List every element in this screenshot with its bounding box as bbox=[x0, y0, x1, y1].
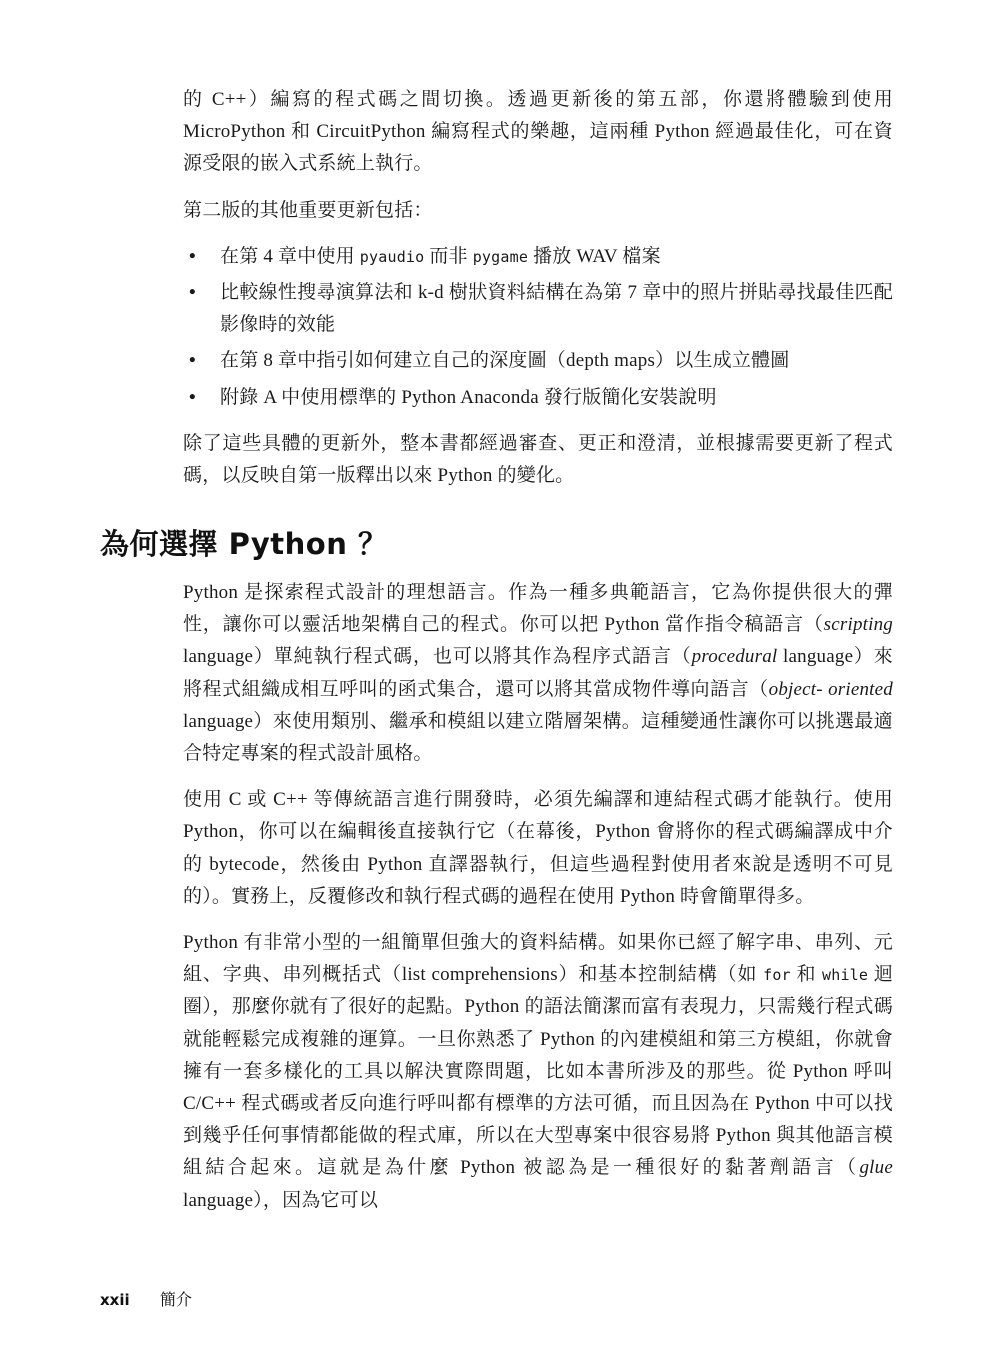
chapter-title: 簡介 bbox=[159, 1290, 192, 1309]
bullet-text: 附錄 A 中使用標準的 Python Anaconda 發行版簡化安裝說明 bbox=[220, 386, 717, 408]
paragraph-text: 和 bbox=[790, 964, 822, 986]
paragraph-text: language）來使用類別、繼承和模組以建立階層架構。這種變通性讓你可以挑選最適合特定專案的程式設計風格。 bbox=[183, 710, 893, 765]
paragraph-updates-summary bbox=[183, 428, 893, 492]
paragraph-data-structures bbox=[183, 927, 893, 1217]
page-number: xxii bbox=[100, 1291, 130, 1309]
code-term: for bbox=[763, 966, 791, 985]
bullet-text: 比較線性搜尋演算法和 k-d 樹狀資料結構在為第 7 章中的照片拼貼尋找最佳匹配影像時的效能 bbox=[220, 282, 893, 336]
italic-term: glue bbox=[859, 1157, 893, 1179]
paragraph-updates-intro bbox=[183, 195, 893, 227]
paragraph-intro-continued bbox=[183, 84, 893, 181]
bullet-icon: • bbox=[189, 282, 196, 304]
paragraph-text: 的 C++）編寫的程式碼之間切換。透過更新後的第五部，你還將體驗到使用 MicroPython 和 CircuitPython 編寫程式的樂趣，這兩種 Python 經過最佳化，可在資源受限的嵌入式系統上執行。 bbox=[183, 89, 893, 175]
bullet-item-depth-maps bbox=[183, 345, 893, 377]
bullet-text: 播放 WAV 檔案 bbox=[528, 245, 661, 267]
bullet-item-kd-tree bbox=[183, 277, 893, 341]
bullet-item-anaconda bbox=[183, 382, 893, 414]
paragraph-text: Python 有非常小型的一組簡單但強大的資料結構。如果你已經了解字串、串列、元組、字典、串列概括式（list comprehensions）和基本控制結構（如 bbox=[183, 932, 893, 986]
bullet-item-pyaudio bbox=[183, 241, 893, 273]
paragraph-multi-paradigm bbox=[183, 577, 893, 770]
why-python-section bbox=[183, 577, 893, 1231]
page-footer bbox=[100, 1288, 192, 1312]
updates-bullet-list bbox=[183, 241, 893, 414]
bullet-icon: • bbox=[189, 245, 196, 267]
code-term: while bbox=[821, 966, 869, 985]
paragraph-text: Python 是探索程式設計的理想語言。作為一種多典範語言，它為你提供很大的彈性，讓你可以靈活地架構自己的程式。你可以把 Python 當作指令稿語言（ bbox=[183, 582, 893, 636]
italic-term: procedural bbox=[691, 646, 778, 668]
italic-term: object- oriented bbox=[768, 678, 893, 700]
top-section bbox=[183, 84, 893, 506]
bullet-icon: • bbox=[189, 350, 196, 372]
paragraph-text: 迴圈），那麼你就有了很好的起點。Python 的語法簡潔而富有表現力，只需幾行程式碼就能輕鬆完成複雜的運算。一旦你熟悉了 Python 的內建模組和第三方模組，你就會擁有一套多樣化的工具以解決實際問題，比如本書所涉及的那些。從 Python 呼叫 C/C++ 程式碼或者反向進行呼叫都有標準的方法可循，而且因為在 Python 中可以找到幾乎任何事情都能做的程式庫，所以在大型專案中很容易將 Python 與其他語言模組結合起來。這就是為什麼 Python 被認為是一種很好的黏著劑語言（ bbox=[183, 964, 893, 1179]
code-term: pyaudio bbox=[359, 247, 425, 266]
bullet-text: 而非 bbox=[424, 245, 473, 267]
paragraph-text: language），因為它可以 bbox=[183, 1189, 379, 1211]
paragraph-compilation bbox=[183, 784, 893, 913]
code-term: pygame bbox=[472, 247, 529, 266]
paragraph-text: language）單純執行程式碼，也可以將其作為程序式語言（ bbox=[183, 646, 692, 668]
italic-term: scripting bbox=[823, 614, 893, 636]
bullet-text: 在第 8 章中指引如何建立自己的深度圖（depth maps）以生成立體圖 bbox=[220, 350, 790, 372]
paragraph-text: 使用 C 或 C++ 等傳統語言進行開發時，必須先編譯和連結程式碼才能執行。使用 Python，你可以在編輯後直接執行它（在幕後，Python 會將你的程式碼編譯成中介的 bytecode，然後由 Python 直譯器執行，但這些過程對使用者來說是透明不可見的）。實務上，反覆修改和執行程式碼的過程在使用 Python 時會簡單得多。 bbox=[183, 789, 893, 907]
paragraph-text: 除了這些具體的更新外，整本書都經過審查、更正和澄清，並根據需要更新了程式碼，以反映自第一版釋出以來 Python 的變化。 bbox=[183, 432, 893, 487]
paragraph-text: 第二版的其他重要更新包括： bbox=[183, 199, 433, 221]
section-heading: 為何選擇 Python ？ bbox=[100, 527, 388, 561]
bullet-icon: • bbox=[189, 386, 196, 408]
paragraph-text: language）來將程式組織成相互呼叫的函式集合，還可以將其當成物件導向語言（ bbox=[183, 646, 893, 700]
bullet-text: 在第 4 章中使用 bbox=[220, 245, 360, 267]
